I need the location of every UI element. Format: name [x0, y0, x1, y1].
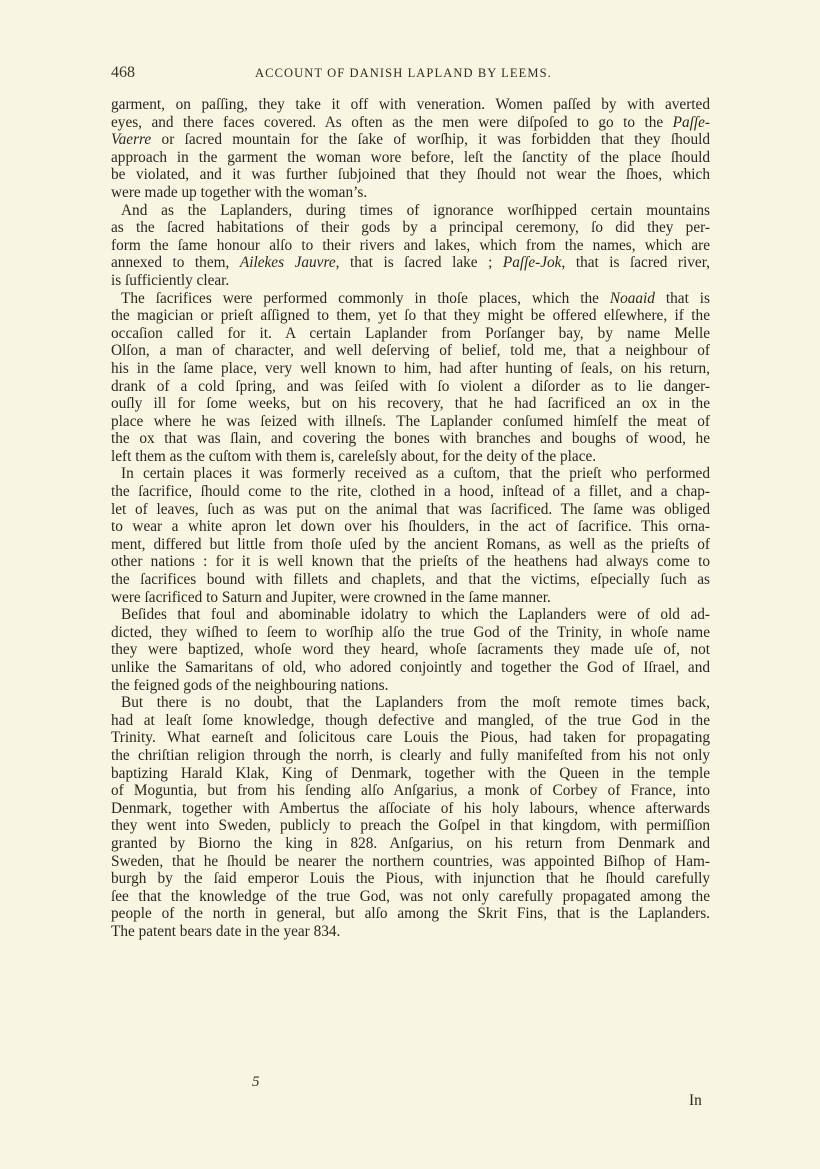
text-segment: eyes, and there faces covered. As often as the men were diſpoſed to go to the: [111, 113, 673, 131]
text-line: [111, 290, 710, 308]
text-segment: Sweden, that he ſhould be nearer the northern countries, was appointed Biſhop of Ham-: [111, 852, 710, 870]
text-segment: people of the north in general, but alſo among the Skrit Fins, that is the Laplanders.: [111, 905, 710, 923]
text-line: [111, 237, 710, 255]
text-line: [111, 166, 710, 184]
text-line: [111, 413, 710, 431]
text-line: [111, 782, 710, 800]
text-line: [111, 448, 710, 466]
text-line: [111, 747, 710, 765]
running-head: ACCOUNT OF DANISH LAPLAND BY LEEMS.: [255, 66, 552, 80]
text-line: [111, 114, 710, 132]
text-segment: baptizing Harald Klak, King of Denmark, together with the Queen in the temple: [111, 764, 710, 782]
text-line: [111, 342, 710, 360]
text-segment: of Moguntia, but from his ſending alſo Anſgarius, a monk of Corbey of France, into: [111, 782, 710, 800]
italic-term: Paſſe-Jok: [502, 254, 562, 272]
text-segment: And as the Laplanders, during times of ignorance worſhipped certain mountains: [121, 201, 710, 219]
text-segment: ouſly ill for ſome weeks, but on his recovery, that he had ſacrificed an ox in the: [111, 395, 710, 413]
text-segment: left them as the cuſtom with them is, careleſsly about, for the deity of the place.: [111, 447, 597, 465]
text-segment: granted by Biorno the king in 828. Anſgarius, on his return from Denmark and: [111, 834, 710, 852]
text-segment: the magician or prieſt aſſigned to them, yet ſo that they might be offered elſewhere, if the: [111, 307, 710, 325]
text-line: [111, 536, 710, 554]
text-segment: the ſacrifice, ſhould come to the rite, clothed in a hood, inſtead of a fillet, and a chap-: [111, 483, 710, 501]
text-line: [111, 395, 710, 413]
text-segment: let of leaves, ſuch as was put on the animal that was ſacrificed. The ſame was obliged: [111, 500, 710, 518]
text-segment: place where he was ſeized with illneſs. The Laplander conſumed himſelf the meat of: [111, 412, 710, 430]
body-text: [111, 96, 710, 941]
text-line: [111, 923, 710, 941]
text-line: [111, 589, 710, 607]
text-segment: had at leaſt ſome knowledge, though defective and mangled, of the true God in the: [111, 711, 710, 729]
text-segment: or ſacred mountain for the ſake of worſhip, it was forbidden that they ſhould: [151, 131, 710, 149]
text-line: [111, 149, 710, 167]
text-segment: Olſon, a man of character, and well deſerving of belief, told me, that a neighbour of: [111, 342, 710, 360]
italic-term: Vaerre: [111, 131, 152, 149]
text-line: [111, 624, 710, 642]
text-line: [111, 553, 710, 571]
text-line: [111, 571, 710, 589]
text-line: [111, 729, 710, 747]
text-segment: were ſacrificed to Saturn and Jupiter, were crowned in the ſame manner.: [111, 588, 551, 606]
text-line: [111, 835, 710, 853]
text-segment: be violated, and it was further ſubjoined that they ſhould not wear the ſhoes, which: [111, 166, 710, 184]
signature-mark: 5: [252, 1074, 260, 1090]
text-segment: form the ſame honour alſo to their rivers and lakes, which from the names, which are: [111, 236, 710, 254]
text-line: [111, 817, 710, 835]
text-line: [111, 765, 710, 783]
text-segment: The ſacrifices were performed commonly in thoſe places, which the: [121, 289, 610, 307]
text-line: [111, 254, 710, 272]
text-line: [111, 360, 710, 378]
text-segment: to wear a white apron let down over his ſhoulders, in the act of ſacrifice. This orna-: [111, 518, 710, 536]
text-line: [111, 518, 710, 536]
text-segment: as the ſacred habitations of their gods by a principal ceremony, ſo did they per-: [111, 219, 710, 237]
text-segment: The patent bears date in the year 834.: [111, 922, 341, 940]
text-segment: they were baptized, whoſe word they heard, whoſe ſacraments they made uſe of, not: [111, 641, 710, 659]
text-line: [111, 641, 710, 659]
text-line: [111, 800, 710, 818]
text-line: [111, 184, 710, 202]
text-segment: But there is no doubt, that the Laplanders from the moſt remote times back,: [121, 694, 710, 712]
text-line: [111, 272, 710, 290]
text-line: [111, 430, 710, 448]
text-line: [111, 905, 710, 923]
text-segment: his in the ſame place, very well known to him, had after hunting of ſeals, on his return,: [111, 359, 710, 377]
text-segment: dicted, they wiſhed to ſeem to worſhip alſo the true God of the Trinity, in whoſe name: [111, 623, 710, 641]
text-line: [111, 694, 710, 712]
text-line: [111, 853, 710, 871]
text-segment: drank of a cold ſpring, and was ſeiſed with ſo violent a diſorder as to lie danger-: [111, 377, 710, 395]
text-segment: the feigned gods of the neighbouring nations.: [111, 676, 389, 694]
text-segment: were made up together with the woman’s.: [111, 183, 368, 201]
text-line: [111, 131, 710, 149]
text-line: [111, 96, 710, 114]
italic-term: Ailekes Jauvre: [239, 254, 336, 272]
text-segment: Trinity. What earneſt and ſolicitous care Louis the Pious, had taken for propagating: [111, 729, 710, 747]
text-line: [111, 202, 710, 220]
text-segment: , that is ſacred lake ;: [335, 254, 503, 272]
text-segment: Beſides that foul and abominable idolatry to which the Laplanders were of old ad-: [121, 606, 710, 624]
text-line: [111, 677, 710, 695]
italic-term: Paſſe-: [672, 113, 710, 131]
text-segment: that is: [654, 289, 710, 307]
text-line: [111, 501, 710, 519]
page-number: 468: [111, 64, 135, 81]
text-line: [111, 659, 710, 677]
text-segment: ſee that the knowledge of the true God, was not only carefully propagated among the: [111, 887, 710, 905]
text-segment: unlike the Samaritans of old, who adored conjointly and together the God of Iſrael, and: [111, 659, 710, 676]
text-line: [111, 325, 710, 343]
text-line: [111, 219, 710, 237]
text-segment: is ſufficiently clear.: [111, 271, 230, 289]
text-segment: burgh by the ſaid emperor Louis the Pious, with injunction that he ſhould carefully: [111, 870, 710, 888]
text-segment: In certain places it was formerly received as a cuſtom, that the prieſt who performed: [121, 465, 710, 483]
text-segment: ment, differed but little from thoſe uſed by the ancient Romans, as well as the prieſts of: [111, 535, 710, 553]
text-line: [111, 307, 710, 325]
text-segment: annexed to them,: [111, 254, 240, 272]
text-line: [111, 378, 710, 396]
text-segment: they went into Sweden, publicly to preach the Goſpel in that kingdom, with permiſſion: [111, 817, 710, 835]
italic-term: Noaaid: [609, 289, 655, 307]
text-line: [111, 483, 710, 501]
catchword: In: [689, 1092, 702, 1109]
text-line: [111, 465, 710, 483]
text-line: [111, 606, 710, 624]
text-segment: occaſion called for it. A certain Laplander from Porſanger bay, by name Melle: [111, 324, 710, 342]
text-segment: the ox that was ſlain, and covering the bones with branches and boughs of wood, he: [111, 430, 710, 448]
text-segment: Denmark, together with Ambertus the aſſociate of his holy labours, whence afterwards: [111, 799, 710, 817]
text-segment: the ſacrifices bound with fillets and chaplets, and that the victims, eſpecially ſuch as: [111, 571, 710, 589]
text-line: [111, 712, 710, 730]
text-segment: other nations : for it is well known that the prieſts of the heathens had always come to: [111, 553, 710, 571]
text-segment: approach in the garment the woman wore before, leſt the ſanctity of the place ſhould: [111, 148, 710, 166]
text-line: [111, 870, 710, 888]
text-segment: , that is ſacred river,: [561, 254, 711, 272]
text-segment: garment, on paſſing, they take it off with veneration. Women paſſed by with averted: [111, 96, 710, 113]
text-line: [111, 888, 710, 906]
page-header: [111, 64, 711, 84]
text-segment: the chriſtian religion through the norrh, is clearly and fully manifeſted from his not only: [111, 746, 710, 764]
